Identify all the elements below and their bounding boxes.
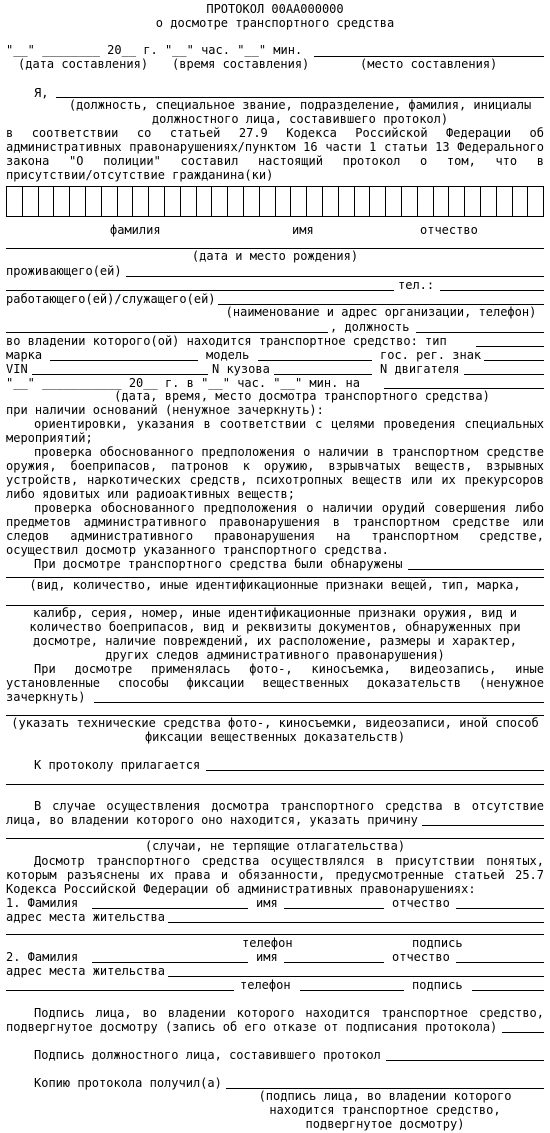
w1-name-label: имя xyxy=(256,896,278,910)
name-grid-cell[interactable] xyxy=(86,187,102,216)
ground-3b: предметов административного правонарушения в транспортном средстве или xyxy=(6,515,544,529)
w2-address-field[interactable] xyxy=(168,976,544,977)
ground-2a: проверка обоснованного предположения о наличии в транспортном средстве xyxy=(34,445,544,459)
caption-time: (время составления) xyxy=(172,57,310,71)
brand-label: марка xyxy=(6,348,43,362)
absence-field[interactable] xyxy=(422,825,544,826)
vin-field[interactable] xyxy=(32,374,208,375)
photo-caption-1: (указать технические средства фото-, киносъемки, видеозаписи, иной способ xyxy=(11,716,539,730)
officer-sign-field[interactable] xyxy=(386,1060,544,1061)
w2-patronymic-field[interactable] xyxy=(456,962,544,963)
protocol-title: ПРОТОКОЛ 00АА000000 xyxy=(206,2,344,16)
body-label: N кузова xyxy=(212,362,270,376)
absence-paragraph-2: лица, во владении которого оно находится, указать причину xyxy=(6,813,418,827)
w1-address-field[interactable] xyxy=(168,922,544,923)
officer-paragraph-3: закона "О полиции" составил настоящий протокол о том, что в xyxy=(6,154,544,168)
name-grid-cell[interactable] xyxy=(528,187,543,216)
officer-paragraph-2: административных правонарушениях/пунктом 16 части 1 статьи 13 Федерального xyxy=(6,140,544,154)
model-field[interactable] xyxy=(258,360,372,361)
w2-name-field[interactable] xyxy=(284,962,384,963)
engine-label: N двигателя xyxy=(380,362,460,376)
position-field[interactable] xyxy=(416,332,544,333)
name-grid-cell[interactable] xyxy=(402,187,418,216)
ground-2d: либо ядовитых или радиоактивных веществ; xyxy=(6,487,295,501)
name-grid-cell[interactable] xyxy=(228,187,244,216)
w2-phone-label: телефон xyxy=(240,978,291,992)
copy-caption-3: подвергнутое досмотру) xyxy=(305,1117,465,1131)
residing-field[interactable] xyxy=(126,276,544,277)
w1-patronymic-label: отчество xyxy=(392,896,450,910)
engine-field[interactable] xyxy=(464,374,544,375)
name-grid-cell[interactable] xyxy=(133,187,149,216)
name-grid-cell[interactable] xyxy=(386,187,402,216)
name-grid-cell[interactable] xyxy=(197,187,213,216)
w2-address-label: адрес места жительства xyxy=(6,964,165,978)
name-grid-cell[interactable] xyxy=(244,187,260,216)
name-grid-cell[interactable] xyxy=(181,187,197,216)
name-grid-cell[interactable] xyxy=(418,187,434,216)
caption-date: (дата составления) xyxy=(18,57,149,71)
date-time-line: "__" ________ 20__ г. "__" час. "__" мин. xyxy=(6,43,303,57)
owner-sign-1: Подпись лица, во владении которого находится транспортное средство, xyxy=(34,1006,544,1020)
name-grid-cell[interactable] xyxy=(149,187,165,216)
w2-signature-label: подпись xyxy=(412,978,463,992)
copy-caption-1: (подпись лица, во владении которого xyxy=(258,1089,512,1103)
protocol-subtitle: о досмотре транспортного средства xyxy=(155,16,395,30)
ground-3c: следов административного правонарушения на транспортном средстве, xyxy=(6,529,544,543)
ground-3d: осуществил досмотр указанного транспортного средства. xyxy=(6,543,389,557)
w1-surname-field[interactable] xyxy=(92,908,248,909)
attached-field-2[interactable] xyxy=(6,784,544,785)
name-grid-cell[interactable] xyxy=(118,187,134,216)
name-grid-cell[interactable] xyxy=(102,187,118,216)
name-grid-cell[interactable] xyxy=(339,187,355,216)
name-grid-cell[interactable] xyxy=(7,187,23,216)
name-grid-cell[interactable] xyxy=(23,187,39,216)
witnesses-paragraph-1: Досмотр транспортного средства осуществлялся в присутствии понятых, xyxy=(34,854,544,868)
name-grid-cell[interactable] xyxy=(54,187,70,216)
vin-label: VIN xyxy=(6,362,28,376)
caption-name: имя xyxy=(292,223,314,237)
name-grid-cell[interactable] xyxy=(70,187,86,216)
name-grid-cell[interactable] xyxy=(481,187,497,216)
w1-signature-label: подпись xyxy=(412,936,463,950)
officer-paragraph-1: в соответствии со статьей 27.9 Кодекса Российской Федерации об xyxy=(6,126,544,140)
tel-field[interactable] xyxy=(440,290,544,291)
found-caption-1: (вид, количество, иные идентификационные признаки вещей, тип, марка, xyxy=(29,578,521,592)
photo-paragraph-2: установленные способы фиксации вещественных доказательств (ненужное xyxy=(6,676,544,690)
position-label: , должность xyxy=(330,320,410,334)
w1-phone-label: телефон xyxy=(242,936,293,950)
photo-paragraph-1: При досмотре применялась фото-, киносъемка, видеозапись, иные xyxy=(34,662,544,676)
inspection-date-line: "__" ___________ 20__ г. в "__" час. "__" мин. на xyxy=(6,376,361,390)
residing-field-2[interactable] xyxy=(6,290,394,291)
ground-1b: мероприятий; xyxy=(6,431,93,445)
found-caption-4: досмотре, наличие повреждений, их расположение, размеры и характер, xyxy=(32,634,518,648)
name-grid-cell[interactable] xyxy=(276,187,292,216)
name-grid-cell[interactable] xyxy=(323,187,339,216)
ground-2c: устройств, наркотических средств, психотропных веществ или их прекурсоров xyxy=(6,473,544,487)
caption-surname: фамилия xyxy=(110,223,161,237)
name-letter-grid[interactable] xyxy=(6,186,544,217)
attached-label: К протоколу прилагается xyxy=(34,758,201,772)
name-grid-cell[interactable] xyxy=(465,187,481,216)
ya-label: Я, xyxy=(34,86,49,100)
org-caption: (наименование и адрес организации, телефон) xyxy=(225,305,537,319)
found-field[interactable] xyxy=(408,569,544,570)
caption-patronymic: отчество xyxy=(420,223,478,237)
org-field-2[interactable] xyxy=(6,332,328,333)
body-field[interactable] xyxy=(274,374,372,375)
absence-caption: (случаи, не терпящие отлагательства) xyxy=(144,839,406,853)
name-grid-cell[interactable] xyxy=(39,187,55,216)
w2-address-field-2[interactable] xyxy=(6,990,234,991)
ground-1a: ориентировки, указания в соответствии с целями проведения специальных xyxy=(34,417,544,431)
witnesses-paragraph-3: Кодекса Российской Федерации об административных правонарушениях: xyxy=(6,882,476,896)
copy-received-label: Копию протокола получил(а) xyxy=(34,1076,222,1090)
found-caption-5: других следов административного правонарушения) xyxy=(105,648,445,662)
attached-field[interactable] xyxy=(206,770,544,771)
w2-signature-field[interactable] xyxy=(472,990,544,991)
name-grid-cell[interactable] xyxy=(291,187,307,216)
reg-field[interactable] xyxy=(484,360,544,361)
w2-surname-field[interactable] xyxy=(92,962,248,963)
copy-caption-2: находится транспортное средство, xyxy=(269,1103,501,1117)
found-label: При досмотре транспортного средства были обнаружены xyxy=(34,557,403,571)
w1-address-field-2[interactable] xyxy=(6,934,544,935)
witnesses-paragraph-2: которым разъяснены их права и обязанности, предусмотренные статьей 25.7 xyxy=(6,868,544,882)
name-grid-cell[interactable] xyxy=(212,187,228,216)
owner-sign-field[interactable] xyxy=(502,1032,544,1033)
w1-surname-label: 1. Фамилия xyxy=(6,896,79,910)
w2-name-label: имя xyxy=(256,950,278,964)
officer-caption-2: должностного лица, составившего протокол) xyxy=(151,112,449,126)
name-grid-cell[interactable] xyxy=(165,187,181,216)
name-grid-cell[interactable] xyxy=(449,187,465,216)
working-label: работающего(ей)/служащего(ей) xyxy=(6,292,216,306)
reg-label: гос. рег. знак xyxy=(380,348,482,362)
vehicle-type-field[interactable] xyxy=(476,346,544,347)
ground-2b: оружия, боеприпасов, патронов к оружию, взрывчатых веществ, взрывных xyxy=(6,459,544,473)
w2-phone-field[interactable] xyxy=(300,990,404,991)
residing-label: проживающего(ей) xyxy=(6,264,122,278)
name-grid-cell[interactable] xyxy=(434,187,450,216)
photo-paragraph-3: зачеркнуть) xyxy=(6,690,86,704)
name-grid-cell[interactable] xyxy=(260,187,276,216)
photo-field[interactable] xyxy=(94,702,544,703)
owner-sign-2: подвергнутое досмотру (запись об его отказе от подписания протокола) xyxy=(6,1020,498,1034)
name-grid-cell[interactable] xyxy=(307,187,323,216)
inspection-caption: (дата, время, место досмотра транспортного средства) xyxy=(114,389,490,403)
brand-field[interactable] xyxy=(50,360,198,361)
absence-paragraph-1: В случае осуществления досмотра транспортного средства в отсутствие xyxy=(34,799,544,813)
w1-address-label: адрес места жительства xyxy=(6,910,165,924)
grounds-intro: при наличии оснований (ненужное зачеркнуть): xyxy=(6,403,324,417)
w1-patronymic-field[interactable] xyxy=(456,908,544,909)
officer-caption-1: (должность, специальное звание, подразделение, фамилия, инициалы xyxy=(68,98,532,112)
found-caption-2: калибр, серия, номер, иные идентификационные признаки оружия, вид и xyxy=(32,606,518,620)
birth-caption: (дата и место рождения) xyxy=(191,249,359,263)
vehicle-owner-line: во владении которого(ой) находится транспортное средство: тип xyxy=(6,334,447,348)
tel-label: тел.: xyxy=(398,278,435,292)
w2-patronymic-label: отчество xyxy=(392,950,450,964)
caption-place: (место составления) xyxy=(360,57,498,71)
name-grid-cell[interactable] xyxy=(370,187,386,216)
name-grid-cell[interactable] xyxy=(497,187,513,216)
name-grid-cell[interactable] xyxy=(355,187,371,216)
ground-3a: проверка обоснованного предположения о наличии орудий совершения либо xyxy=(34,501,544,515)
name-grid-cell[interactable] xyxy=(513,187,529,216)
photo-caption-2: фиксации вещественных доказательств) xyxy=(144,730,406,744)
found-caption-3: количество боеприпасов, вид и реквизиты документов, обнаруженных при xyxy=(29,620,521,634)
officer-paragraph-4: присутствии/отсутствие гражданина(ки) xyxy=(6,168,274,182)
w2-surname-label: 2. Фамилия xyxy=(6,950,79,964)
officer-sign-label: Подпись должностного лица, составившего протокол xyxy=(34,1048,381,1062)
w1-name-field[interactable] xyxy=(284,908,384,909)
model-label: модель xyxy=(206,348,250,362)
